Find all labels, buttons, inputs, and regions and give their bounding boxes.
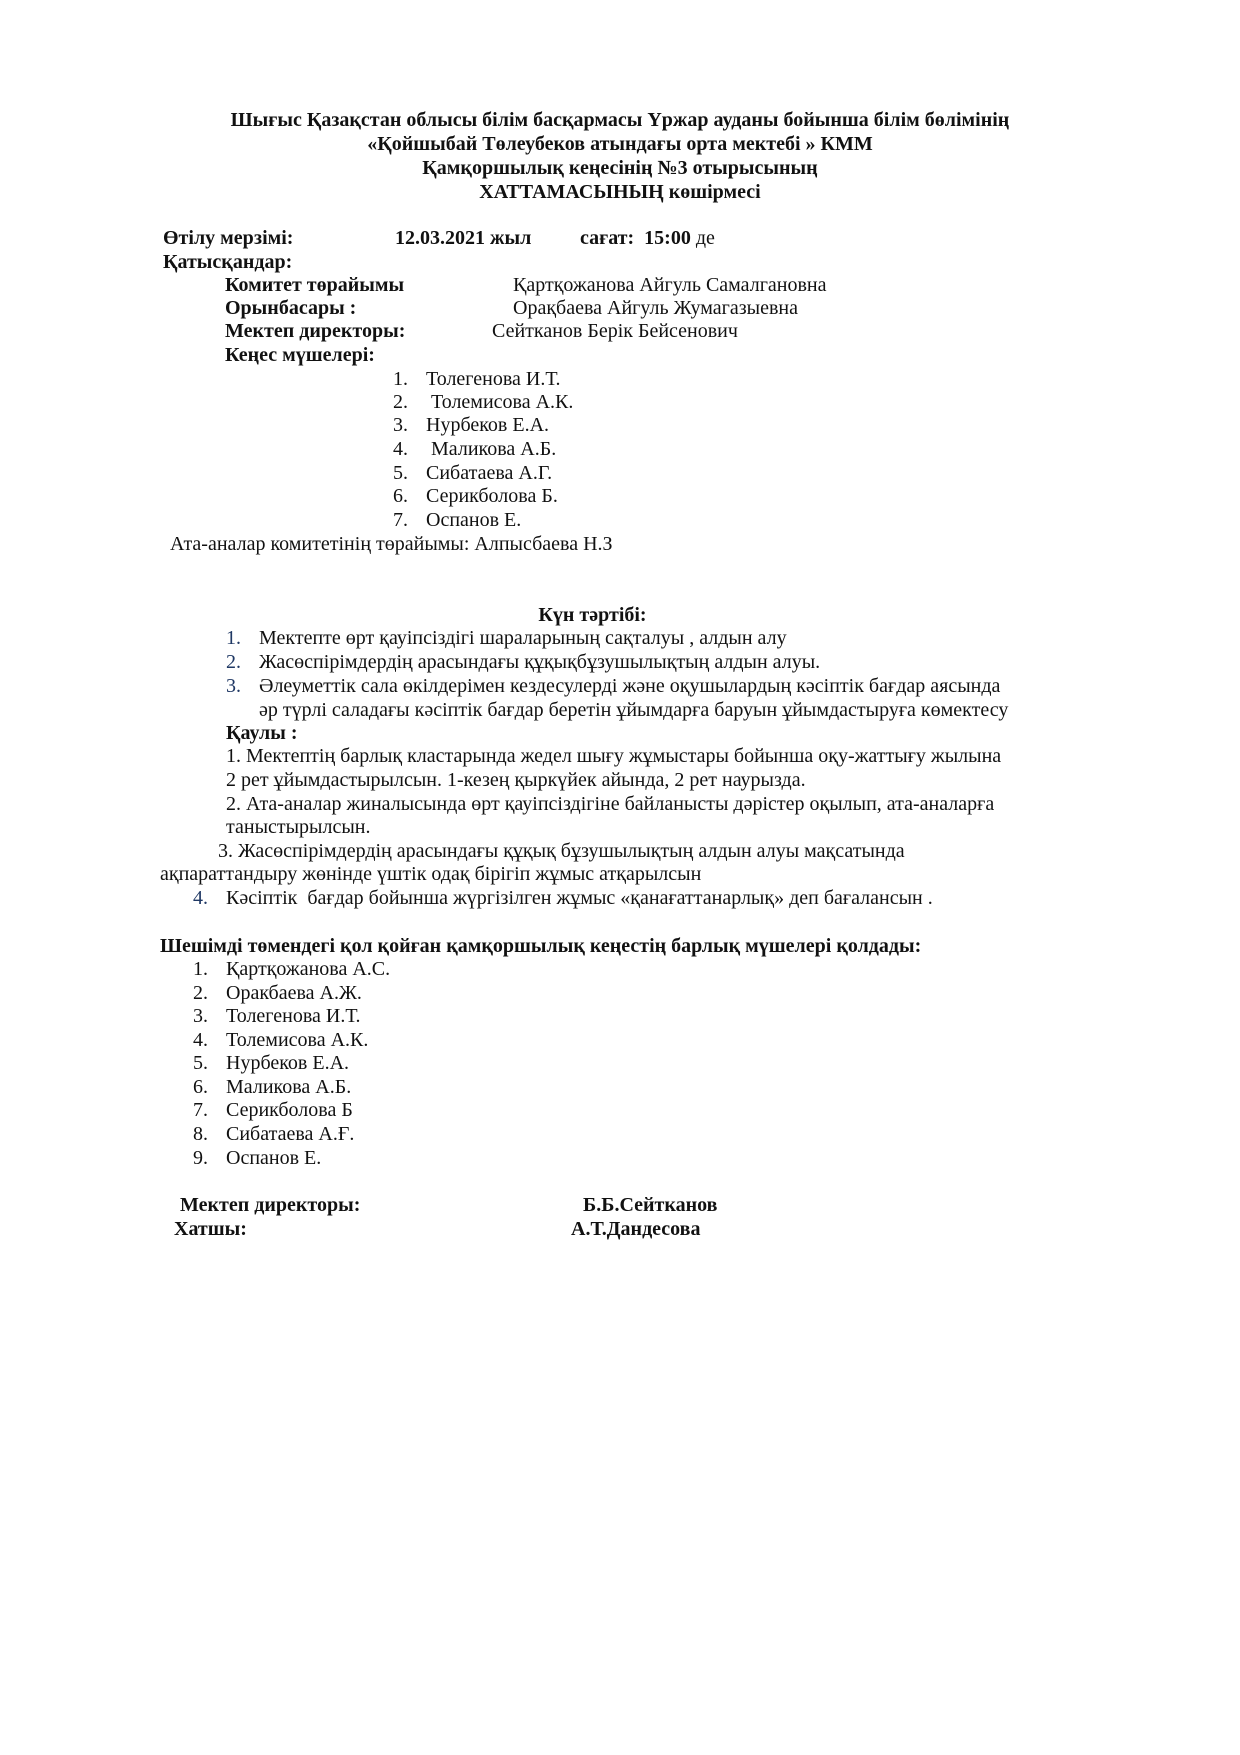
approval-number: 3. — [193, 1005, 208, 1027]
time-value: 15:00 — [644, 227, 691, 249]
approval-name: Толегенова И.Т. — [226, 1005, 361, 1027]
member-number: 3. — [393, 414, 408, 436]
resolution-2-line-2: таныстырылсын. — [226, 816, 371, 838]
role-director-name: Сейтканов Берік Бейсенович — [492, 320, 738, 342]
approval-number: 8. — [193, 1123, 208, 1145]
time-label: сағат: — [580, 227, 635, 249]
approval-name: Оспанов Е. — [226, 1147, 322, 1169]
resolution-2-line-1: 2. Ата-аналар жиналысында өрт қауіпсіздігіне байланысты дәрістер оқылып, ата-аналарға — [226, 793, 995, 815]
time-suffix: де — [695, 227, 715, 249]
resolution-3-line-1: 3. Жасөспірімдердің арасындағы құқық бұзушылықтың алдын алуы мақсатында — [218, 840, 905, 862]
approval-name: Қартқожанова А.С. — [226, 958, 391, 980]
approval-number: 7. — [193, 1099, 208, 1121]
approval-number: 1. — [193, 958, 208, 980]
approval-name: Оракбаева А.Ж. — [226, 982, 362, 1004]
approval-name: Сибатаева А.Ғ. — [226, 1123, 355, 1145]
secretary-signature-label: Хатшы: — [174, 1218, 247, 1240]
header-line-3: Қамқоршылық кеңесінің №3 отырысының — [422, 157, 818, 179]
agenda-item-text: Мектепте өрт қауіпсіздігі шараларының сақталуы , алдын алу — [259, 627, 787, 649]
member-name: Маликова А.Б. — [426, 438, 557, 460]
director-signature-name: Б.Б.Сейтканов — [583, 1194, 718, 1216]
agenda-item-number: 1. — [226, 627, 241, 649]
parents-committee-chair: Ата-аналар комитетінің төрайымы: Алпысбаева Н.З — [170, 533, 613, 555]
role-director-label: Мектеп директоры: — [225, 320, 406, 342]
date-value: 12.03.2021 жыл — [395, 227, 532, 249]
header-line-2: «Қойшыбай Төлеубеков атындағы орта мектебі » КММ — [367, 133, 873, 155]
agenda-item-text: Әлеуметтік сала өкілдерімен кездесулерді және оқушылардың кәсіптік бағдар аясында — [259, 675, 1001, 697]
approval-number: 6. — [193, 1076, 208, 1098]
role-chair-name: Қартқожанова Айгуль Самалгановна — [513, 274, 827, 296]
approval-number: 9. — [193, 1147, 208, 1169]
resolutions-title: Қаулы : — [226, 722, 298, 744]
agenda-item-number: 3. — [226, 675, 241, 697]
document-title: ХАТТАМАСЫНЫҢ көшірмесі — [479, 181, 761, 203]
approval-number: 5. — [193, 1052, 208, 1074]
agenda-item-text-continued: әр түрлі саладағы кәсіптік бағдар беретін ұйымдарға баруын ұйымдастыруға көмектесу — [259, 699, 1009, 721]
member-name: Нурбеков Е.А. — [426, 414, 550, 436]
approval-title: Шешімді төмендегі қол қойған қамқоршылық кеңестің барлық мүшелері қолдады: — [160, 935, 922, 957]
resolution-4-number: 4. — [193, 887, 208, 909]
role-chair-label: Комитет төрайымы — [225, 274, 405, 296]
member-number: 1. — [393, 368, 408, 390]
member-name: Серикболова Б. — [426, 485, 558, 507]
member-number: 2. — [393, 391, 408, 413]
agenda-item-text: Жасөспірімдердің арасындағы құқықбұзушылықтың алдын алуы. — [259, 651, 821, 673]
secretary-signature-name: А.Т.Дандесова — [571, 1218, 701, 1240]
approval-number: 2. — [193, 982, 208, 1004]
resolution-4-text: Кәсіптік бағдар бойынша жүргізілген жұмыс «қанағаттанарлық» деп бағалансын . — [226, 887, 933, 909]
approval-number: 4. — [193, 1029, 208, 1051]
member-number: 4. — [393, 438, 408, 460]
time-field — [580, 225, 715, 251]
member-number: 6. — [393, 485, 408, 507]
member-name: Толегенова И.Т. — [426, 368, 561, 390]
member-number: 7. — [393, 509, 408, 531]
role-deputy-name: Орақбаева Айгуль Жумагазыевна — [513, 297, 798, 319]
members-label: Кеңес мүшелері: — [225, 344, 375, 366]
approval-name: Нурбеков Е.А. — [226, 1052, 350, 1074]
resolution-1-line-1: 1. Мектептің барлық кластарында жедел шығу жұмыстары бойынша оқу-жаттығу жылына — [226, 745, 1002, 767]
member-name: Сибатаева А.Г. — [426, 462, 553, 484]
member-number: 5. — [393, 462, 408, 484]
approval-name: Толемисова А.К. — [226, 1029, 369, 1051]
agenda-item-number: 2. — [226, 651, 241, 673]
member-name: Толемисова А.К. — [426, 391, 574, 413]
member-name: Оспанов Е. — [426, 509, 522, 531]
date-label: Өтілу мерзімі: — [163, 227, 294, 249]
agenda-title: Күн тәртібі: — [538, 604, 647, 626]
resolution-1-line-2: 2 рет ұйымдастырылсын. 1-кезең қыркүйек айында, 2 рет наурызда. — [226, 769, 806, 791]
participants-label: Қатысқандар: — [163, 251, 293, 273]
approval-name: Маликова А.Б. — [226, 1076, 352, 1098]
role-deputy-label: Орынбасары : — [225, 297, 357, 319]
approval-name: Серикболова Б — [226, 1099, 353, 1121]
resolution-3-line-2: ақпараттандыру жөнінде үштік одақ бірігіп жұмыс атқарылсын — [160, 863, 702, 885]
header-line-1: Шығыс Қазақстан облысы білім басқармасы Үржар ауданы бойынша білім бөлімінің — [230, 109, 1010, 131]
director-signature-label: Мектеп директоры: — [180, 1194, 361, 1216]
